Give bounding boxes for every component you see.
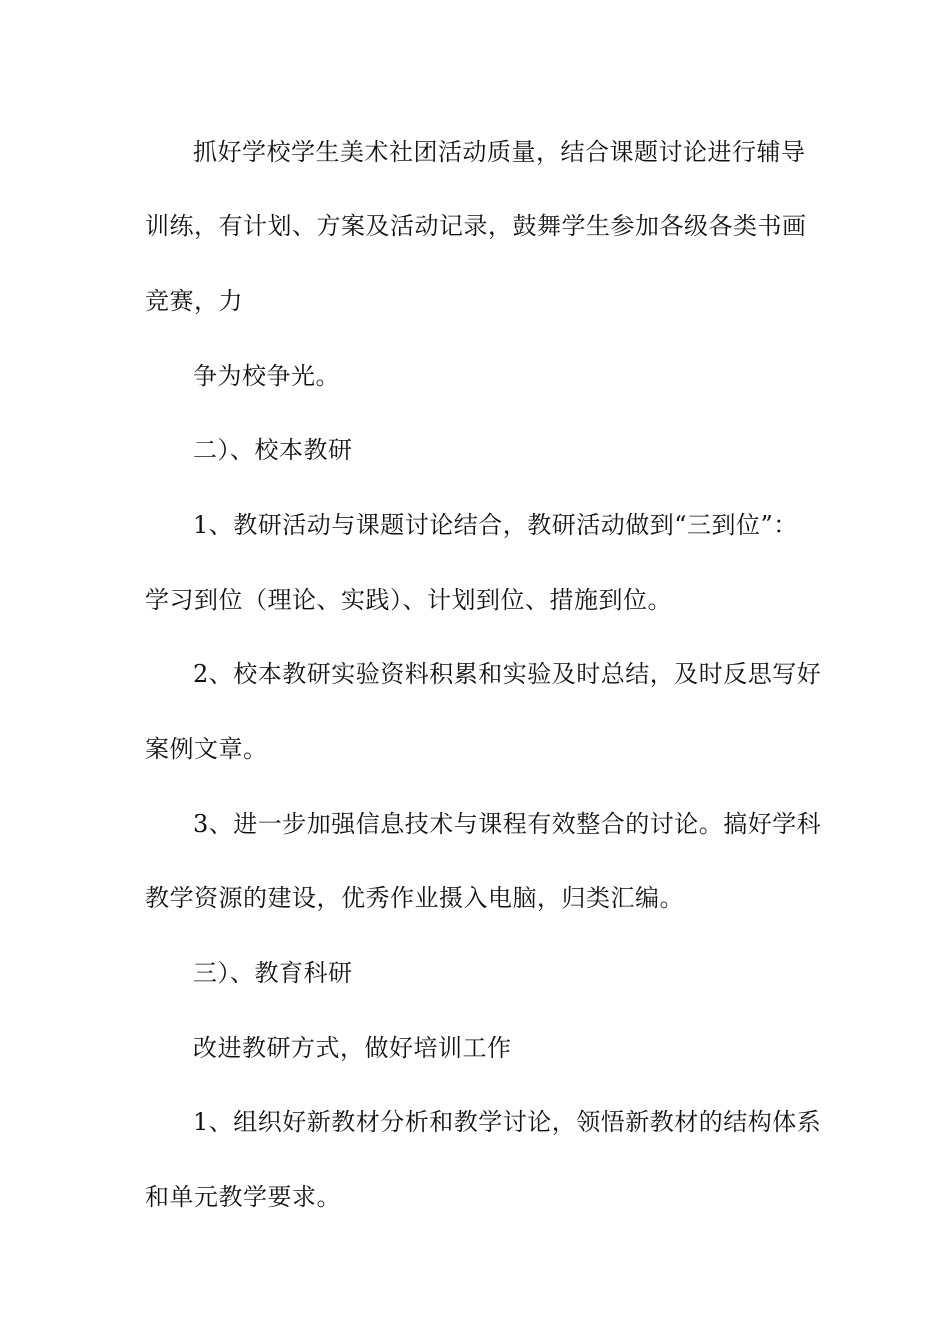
- paragraph-line: 教学资源的建设，优秀作业摄入电脑，归类汇编。: [145, 884, 684, 912]
- paragraph-line: 竞赛，力: [145, 287, 243, 315]
- paragraph-line: 争为校争光。: [193, 362, 340, 390]
- section-heading: 三）、教育科研: [193, 959, 353, 987]
- paragraph-line: 和单元教学要求。: [145, 1183, 341, 1211]
- paragraph-line: 1、组织好新教材分析和教学讨论，领悟新教材的结构体系: [193, 1108, 822, 1136]
- paragraph-line: 学习到位（理论、实践）、计划到位、措施到位。: [145, 586, 672, 614]
- paragraph-line: 3、进一步加强信息技术与课程有效整合的讨论。搞好学科: [193, 810, 822, 838]
- paragraph-line: 案例文章。: [145, 735, 268, 763]
- paragraph-line: 抓好学校学生美术社团活动质量，结合课题讨论进行辅导: [193, 138, 806, 166]
- subheading-line: 改进教研方式，做好培训工作: [193, 1034, 512, 1062]
- paragraph-line: 2、校本教研实验资料积累和实验及时总结，及时反思写好: [193, 660, 822, 688]
- paragraph-line: 1、教研活动与课题讨论结合，教研活动做到“三到位”：: [193, 511, 798, 539]
- paragraph-line: 训练，有计划、方案及活动记录，鼓舞学生参加各级各类书画: [145, 212, 807, 240]
- section-heading: 二）、校本教研: [193, 436, 353, 464]
